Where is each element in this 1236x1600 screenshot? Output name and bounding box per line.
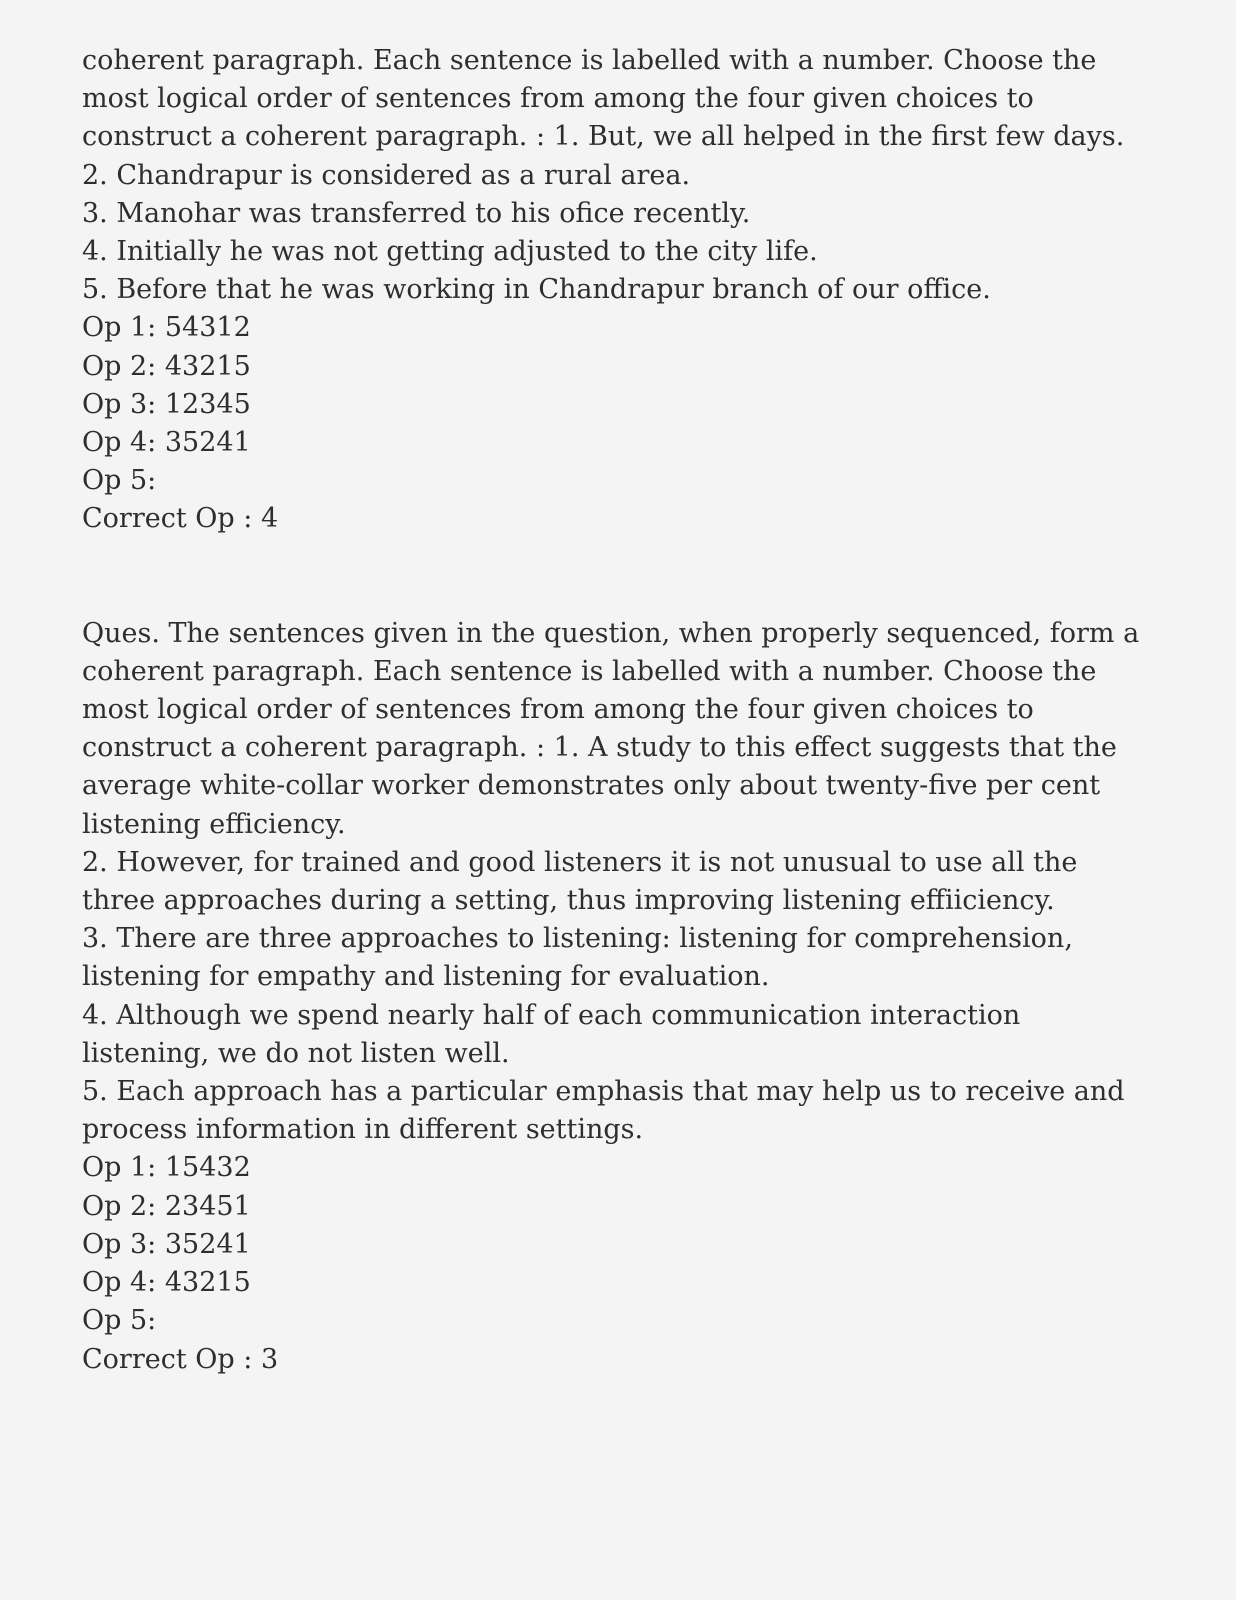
question-1 [82, 42, 1162, 539]
question-1-option-5: Op 5: [82, 465, 157, 497]
question-2-correct-option: Correct Op : 3 [82, 1343, 279, 1375]
question-1-text-line: construct a coherent paragraph. : 1. But, we all helped in the first few days. [82, 121, 1125, 153]
question-2-text-line: most logical order of sentences from among the four given choices to [82, 694, 1034, 726]
question-1-correct-option: Correct Op : 4 [82, 503, 279, 535]
question-1-sentence-2: 2. Chandrapur is considered as a rural area. [82, 159, 691, 191]
question-1-sentence-3: 3. Manohar was transferred to his ofice recently. [82, 197, 751, 229]
question-2-option-1: Op 1: 15432 [82, 1152, 251, 1184]
question-2-sentence-3: listening for empathy and listening for evaluation. [82, 961, 770, 993]
question-2-text-line: Ques. The sentences given in the question, when properly sequenced, form a [82, 617, 1140, 649]
question-1-text-line: coherent paragraph. Each sentence is labelled with a number. Choose the [82, 45, 1097, 76]
question-1-option-3: Op 3: 12345 [82, 388, 251, 420]
document-page [82, 42, 1162, 1379]
question-1-option-4: Op 4: 35241 [82, 427, 251, 459]
question-2-sentence-5: 5. Each approach has a particular emphasis that may help us to receive and [82, 1076, 1125, 1108]
question-2-sentence-4: 4. Although we spend nearly half of each communication interaction [82, 999, 1021, 1031]
question-2-sentence-2: 2. However, for trained and good listeners it is not unusual to use all the [82, 846, 1078, 878]
question-2-sentence-5: process information in different settings. [82, 1114, 644, 1146]
question-2-option-2: Op 2: 23451 [82, 1190, 251, 1222]
question-1-sentence-5: 5. Before that he was working in Chandrapur branch of our office. [82, 274, 991, 306]
question-2-option-4: Op 4: 43215 [82, 1267, 251, 1299]
question-1-option-2: Op 2: 43215 [82, 350, 251, 382]
question-spacer [82, 539, 1162, 615]
question-2-text-line: coherent paragraph. Each sentence is labelled with a number. Choose the [82, 655, 1097, 687]
question-1-option-1: Op 1: 54312 [82, 312, 251, 344]
question-2-sentence-2: three approaches during a setting, thus improving listening effiiciency. [82, 885, 1055, 917]
question-2 [82, 615, 1162, 1379]
question-2-option-3: Op 3: 35241 [82, 1228, 251, 1260]
question-2-sentence-3: 3. There are three approaches to listening: listening for comprehension, [82, 923, 1073, 955]
question-2-text-line: average white-collar worker demonstrates only about twenty-five per cent [82, 770, 1101, 802]
question-2-text-line: listening efficiency. [82, 808, 346, 840]
question-2-option-5: Op 5: [82, 1305, 157, 1337]
question-2-text-line: construct a coherent paragraph. : 1. A study to this effect suggests that the [82, 732, 1117, 764]
question-2-sentence-4: listening, we do not listen well. [82, 1037, 510, 1069]
question-1-sentence-4: 4. Initially he was not getting adjusted to the city life. [82, 236, 818, 268]
question-1-text-line: most logical order of sentences from among the four given choices to [82, 83, 1034, 115]
